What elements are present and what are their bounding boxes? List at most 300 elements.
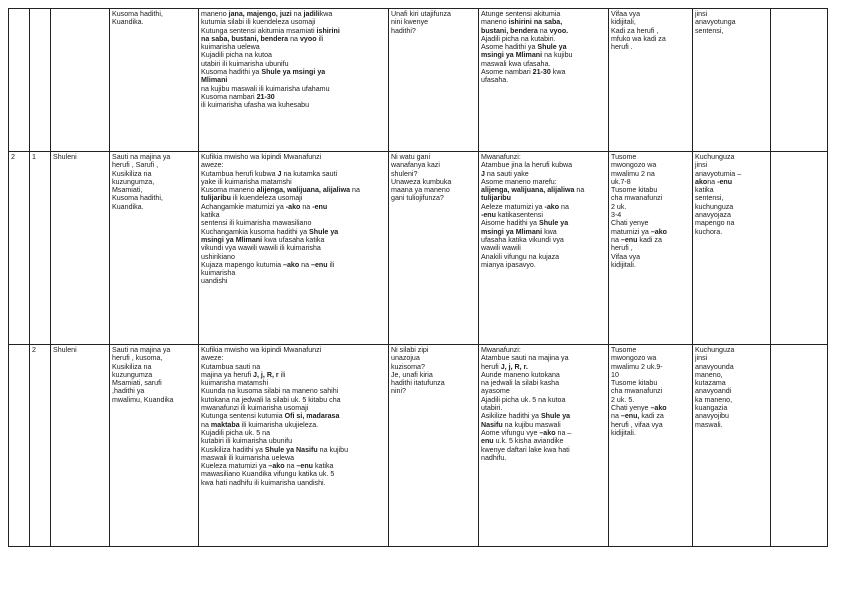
bold-term: jana, majengo, juzi	[228, 10, 292, 18]
text-line	[481, 396, 606, 404]
text-line	[481, 68, 606, 76]
bold-term: –ako	[283, 260, 300, 269]
text-line	[481, 161, 606, 169]
topic-cell	[51, 9, 110, 152]
text-run: utabiri.	[481, 404, 503, 413]
text-line	[201, 269, 386, 277]
text-line: shuleni?	[391, 169, 418, 178]
week-cell	[9, 152, 30, 345]
text-line	[481, 10, 606, 18]
text-line	[611, 429, 690, 437]
text-line	[611, 186, 690, 194]
text-run: Asome maneno marefu:	[481, 177, 557, 186]
text-line	[481, 211, 606, 219]
text-line: maana ya maneno	[391, 186, 450, 195]
text-run: kwa	[550, 68, 566, 77]
text-run: Kufikia mwisho wa kipindi Mwanafunzi	[201, 153, 322, 161]
bold-term: -enu	[481, 211, 496, 220]
text-run: ayasome	[481, 387, 510, 396]
bold-term: tulijaribu	[481, 194, 511, 203]
inquiry-question-cell	[389, 345, 479, 547]
bold-term: vyoo.	[549, 26, 569, 35]
text-run: maswali.	[695, 420, 723, 429]
text-run: anavyoandi	[695, 387, 732, 396]
inquiry-question-cell	[389, 152, 479, 345]
text-line	[201, 85, 386, 93]
text-line	[695, 228, 768, 236]
text-run: ili	[278, 370, 286, 379]
text-line	[695, 161, 768, 169]
topic-value: Shuleni	[53, 153, 77, 161]
text-line	[201, 446, 386, 454]
table-row	[9, 345, 828, 547]
text-run: katika	[201, 211, 220, 220]
text-line: herufi , kusoma,	[112, 354, 163, 363]
text-run: na	[350, 186, 360, 195]
text-run: Aeleze matumizi ya	[481, 202, 545, 211]
bold-term: alijenga, walijuana, alijaliwa	[481, 186, 575, 195]
text-run: na	[291, 10, 304, 18]
bold-term: enu	[481, 437, 494, 446]
text-line	[481, 404, 606, 412]
text-run: kidijitali.	[611, 260, 636, 269]
text-line	[201, 194, 386, 202]
text-run: Ajadili picha uk. 5 na kutoa	[481, 395, 566, 404]
text-line	[481, 261, 606, 269]
text-line	[611, 261, 690, 269]
text-line	[481, 346, 606, 354]
text-run: nadhifu.	[481, 453, 507, 462]
text-run: Atambue sauti na majina ya	[481, 354, 569, 363]
text-run: Asome nambari	[481, 68, 533, 77]
text-line	[481, 60, 606, 68]
text-run: matumizi ya	[611, 227, 651, 236]
text-run: aweze:	[201, 161, 224, 170]
text-run: utabiri ili kuimarisha ubunifu	[201, 59, 289, 68]
text-run: ili kuimarisha ufasha wa kuhesabu	[201, 101, 310, 110]
text-line: Ni watu gani	[391, 153, 431, 161]
text-run: na	[284, 462, 297, 471]
text-run: yake ili kuimarisha matamshi	[201, 177, 292, 186]
text-run: Kutunga sentensi kutumia	[201, 412, 285, 421]
topic-value: Shuleni	[53, 346, 77, 354]
text-run: mwalimu 2 uk.9-	[611, 362, 663, 371]
text-line	[611, 236, 690, 244]
text-run: Asome hadithi ya	[481, 43, 538, 52]
table-body	[9, 9, 828, 547]
text-line: Kusikiliza na	[112, 169, 152, 178]
bold-term: Shule ya Nasifu	[264, 445, 318, 454]
text-run: kwa ufasaha katika	[262, 235, 325, 244]
text-line: Unaweza kumbuka	[391, 177, 452, 186]
text-line	[481, 446, 606, 454]
bold-term: tulijaribu	[201, 194, 231, 203]
text-line	[201, 421, 386, 429]
text-run: jinsi	[695, 354, 708, 363]
text-line	[481, 454, 606, 462]
text-run: Chati yenye	[611, 219, 649, 228]
text-line	[201, 178, 386, 186]
text-line: kuzungumza,	[112, 177, 155, 186]
text-line: herufi .	[611, 43, 633, 52]
text-line: Unafi kiri utajifunza	[391, 10, 451, 18]
text-run: jinsi	[695, 161, 708, 170]
text-run: Kujadili picha uk. 5 na	[201, 428, 271, 437]
text-run: na –	[555, 428, 572, 437]
week-value: 2	[11, 153, 15, 161]
text-line: wanafanya kazi	[391, 161, 440, 170]
text-run: Kujaza mapengo kutumia	[201, 260, 284, 269]
text-run: kadi za	[639, 412, 664, 421]
text-line	[695, 354, 768, 362]
bold-term: maktaba	[210, 420, 240, 429]
text-line	[481, 186, 606, 194]
text-line	[201, 76, 386, 84]
subtopic-cell	[110, 152, 199, 345]
text-run: mwongozo wa	[611, 354, 657, 363]
bold-term: ishirini na saba,	[508, 18, 563, 27]
text-line: Kuandika.	[112, 202, 144, 211]
text-line	[695, 153, 768, 161]
text-line	[695, 396, 768, 404]
bold-term: Shule ya msingi ya	[261, 68, 326, 77]
text-run: kwa	[319, 10, 333, 18]
text-line	[201, 454, 386, 462]
text-run: herufi	[481, 362, 501, 371]
remarks-cell	[771, 345, 828, 547]
bold-term: J	[481, 169, 485, 178]
text-line: Sauti na majina ya	[112, 153, 171, 161]
scheme-of-work-table	[8, 8, 828, 547]
text-line	[481, 363, 606, 371]
text-line	[695, 421, 768, 429]
text-run: na	[300, 202, 313, 211]
text-line	[481, 18, 606, 26]
text-line	[481, 429, 606, 437]
text-line	[611, 178, 690, 186]
table-row	[9, 9, 828, 152]
text-line	[201, 437, 386, 445]
text-line: Kusoma hadithi,	[112, 194, 163, 203]
assessment-cell	[693, 345, 771, 547]
bold-term: 21-30	[256, 92, 275, 101]
text-run: vikundi vya wawili wawili ili kuimarisha	[201, 244, 321, 253]
text-run: maneno	[481, 18, 509, 27]
resources-cell	[609, 9, 693, 152]
text-run: kutabiri ili kuimarisha ubunifu	[201, 437, 293, 446]
text-run: Kuunda na kusoma silabi na maneno sahihi	[201, 387, 339, 396]
text-run: Kujadili picha na kutoa	[201, 51, 272, 60]
text-line	[695, 186, 768, 194]
text-line	[201, 27, 386, 35]
text-line: Je, unafi kiria	[391, 370, 433, 379]
text-line	[695, 194, 768, 202]
text-line: jinsi	[695, 10, 708, 18]
text-run: mwongozo wa	[611, 161, 657, 170]
text-run: ili	[327, 260, 335, 269]
text-line	[201, 244, 386, 252]
text-line	[481, 178, 606, 186]
text-run: na	[559, 202, 569, 211]
text-run: Kusoma hadithi ya	[201, 68, 262, 77]
text-line	[611, 363, 690, 371]
text-line	[201, 18, 386, 26]
text-run: sentensi ili kuimarisha mawasiliano	[201, 219, 312, 228]
week-cell	[9, 345, 30, 547]
text-line	[611, 421, 690, 429]
text-run: Tusome	[611, 346, 637, 354]
text-run: kuimarisha	[201, 269, 236, 278]
bold-term: -enu	[717, 177, 733, 186]
bold-term: alijenga, walijuana, alijaliwa	[256, 186, 351, 195]
text-line	[695, 379, 768, 387]
text-run: katika	[695, 186, 714, 195]
activities-cell	[479, 9, 609, 152]
text-run: na	[288, 34, 300, 43]
text-run: ili kuendeleza usomaji	[230, 194, 303, 203]
period-cell	[30, 9, 51, 152]
bold-term: -enu	[312, 202, 328, 211]
text-run: anavyotumia –	[695, 169, 742, 178]
text-run: Asikilize hadithi ya	[481, 412, 541, 421]
text-line	[611, 354, 690, 362]
text-line	[695, 170, 768, 178]
text-run: Vifaa vya	[611, 252, 641, 261]
text-line	[611, 194, 690, 202]
text-run: 2 uk. 5.	[611, 395, 635, 404]
period-value: 2	[32, 346, 36, 354]
text-line	[611, 161, 690, 169]
text-run: ili kuimarisha ukujieleza.	[239, 420, 319, 429]
objectives-cell	[199, 9, 389, 152]
text-line	[201, 93, 386, 101]
text-line	[611, 346, 690, 354]
text-run: sentensi,	[695, 194, 724, 203]
text-run: na	[611, 412, 621, 421]
text-line	[481, 51, 606, 59]
text-line	[201, 228, 386, 236]
text-run: kutokana na jedwali la silabi uk. 5 kitabu cha	[201, 395, 341, 404]
text-line	[481, 35, 606, 43]
week-cell	[9, 9, 30, 152]
text-line	[695, 346, 768, 354]
bold-term: –ako	[650, 404, 667, 413]
text-line	[481, 354, 606, 362]
text-line	[481, 421, 606, 429]
text-line	[201, 387, 386, 395]
text-line	[201, 236, 386, 244]
topic-cell	[51, 152, 110, 345]
text-line	[611, 371, 690, 379]
text-run: Mwanafunzi:	[481, 153, 521, 161]
text-run: kuimarisha matamshi	[201, 379, 269, 388]
text-line: gani tuliojifunza?	[391, 194, 444, 203]
bold-term: -ako	[285, 202, 301, 211]
text-line	[695, 219, 768, 227]
text-run: maswali kwa ufasaha.	[481, 59, 551, 68]
period-value: 1	[32, 153, 36, 161]
text-run: Kuchangamkia kusoma hadithi ya	[201, 227, 310, 236]
text-run: na kutamka sauti	[281, 169, 338, 178]
text-line	[695, 211, 768, 219]
text-line	[611, 219, 690, 227]
text-line	[611, 404, 690, 412]
text-line: kuzisoma?	[391, 362, 425, 371]
text-line	[201, 462, 386, 470]
text-run: Kusoma maneno	[201, 186, 257, 195]
text-run: cha mwanafunzi	[611, 387, 663, 396]
text-line: mfuko wa kadi za	[611, 34, 666, 43]
bold-term: Shule ya	[309, 227, 339, 236]
text-line	[481, 379, 606, 387]
text-line	[201, 470, 386, 478]
text-line	[481, 244, 606, 252]
text-run: Kutambua herufi kubwa	[201, 169, 278, 178]
objectives-cell	[199, 152, 389, 345]
bold-term: J, j, R, r.	[500, 362, 528, 371]
text-line	[481, 387, 606, 395]
bold-term: –ako	[539, 428, 556, 437]
text-line: nini kwenye	[391, 18, 429, 27]
text-line	[201, 379, 386, 387]
text-run: na	[537, 26, 550, 35]
text-run: kidijitali.	[611, 428, 636, 437]
text-line	[481, 153, 606, 161]
text-line	[481, 27, 606, 35]
text-line	[201, 211, 386, 219]
bold-term: jadili	[303, 10, 320, 18]
bold-term: msingi ya Mlimani	[481, 51, 543, 60]
text-run: Ajadili picha na kutabiri.	[481, 34, 556, 43]
bold-term: na saba, bustani, bendera	[201, 34, 289, 43]
text-line: nini?	[391, 387, 406, 396]
bold-term: bustani, bendera	[481, 26, 538, 35]
text-line	[201, 10, 386, 18]
bold-term: Shule ya	[537, 43, 567, 52]
text-line	[695, 404, 768, 412]
text-line	[201, 219, 386, 227]
text-run: mawasiliano Kuandika vifungu katika uk. 5	[201, 470, 335, 479]
text-line: ,hadithi ya	[112, 387, 145, 396]
text-run: mwanafunzi ili kuimarisha usomaji	[201, 404, 309, 413]
text-run: na	[707, 177, 718, 186]
bold-term: –ako	[650, 227, 667, 236]
bold-term: –ako	[268, 462, 285, 471]
text-run: Aunde maneno kutokana	[481, 370, 560, 379]
text-run: herufi , vifaa vya	[611, 420, 663, 429]
text-run: kadi za	[637, 235, 662, 244]
text-line	[611, 203, 690, 211]
text-line: sentensi,	[695, 26, 724, 35]
text-line	[481, 236, 606, 244]
text-run: Tusome kitabu	[611, 186, 658, 195]
text-line	[201, 170, 386, 178]
text-run: kwa	[542, 227, 557, 236]
text-line	[695, 178, 768, 186]
text-line	[201, 261, 386, 269]
remarks-cell	[771, 9, 828, 152]
text-line	[695, 203, 768, 211]
text-run: na kujibu maswali ili kuimarisha ufahamu	[201, 84, 330, 93]
text-run: Aisome hadithi ya	[481, 219, 539, 228]
text-line	[201, 35, 386, 43]
text-line	[201, 51, 386, 59]
text-line	[201, 153, 386, 161]
text-line	[201, 479, 386, 487]
period-cell	[30, 152, 51, 345]
text-line	[201, 346, 386, 354]
bold-term: Shule ya	[540, 412, 571, 421]
text-run: Kutambua sauti na	[201, 362, 261, 371]
text-line	[201, 371, 386, 379]
text-line: Msamiati,	[112, 186, 143, 195]
text-run: Kusikiliza hadithi ya	[201, 445, 265, 454]
text-run: Kuchunguza	[695, 346, 735, 354]
bold-term: –enu	[296, 462, 313, 471]
text-run: na jedwali la silabi kasha	[481, 379, 560, 388]
text-run: Mwanafunzi:	[481, 346, 521, 354]
text-run: Atambue jina la herufi kubwa	[481, 161, 573, 170]
text-line	[481, 371, 606, 379]
text-line	[201, 363, 386, 371]
text-line: mwalimu, Kuandika	[112, 395, 174, 404]
text-run: na	[201, 420, 211, 429]
text-line	[481, 170, 606, 178]
text-run: Kusoma nambari	[201, 92, 257, 101]
text-run: Tusome kitabu	[611, 379, 658, 388]
text-run: na	[611, 235, 621, 244]
text-run: kwa hati nadhifu ili kuimarisha uandishi.	[201, 478, 326, 487]
text-run: Anakili vifungu na kujaza	[481, 252, 560, 261]
text-run: anavyounda	[695, 362, 734, 371]
text-line	[201, 161, 386, 169]
text-run: ushirikiano	[201, 252, 235, 261]
text-run: Kutunga sentensi akitumia msamiati	[201, 26, 317, 35]
text-line	[611, 244, 690, 252]
text-run: anavyojibu	[695, 412, 729, 421]
text-run: majina ya herufi	[201, 370, 254, 379]
text-run: 10	[611, 370, 619, 379]
bold-term: vyoo	[299, 34, 317, 43]
bold-term: J	[277, 169, 282, 178]
bold-term: Mlimani	[201, 76, 228, 85]
text-run: ufasaha.	[481, 76, 509, 85]
subtopic-cell	[110, 345, 199, 547]
text-line: Msamiati, sarufi	[112, 379, 162, 388]
text-run: na sauti yake	[484, 169, 529, 178]
text-run: kuchora.	[695, 227, 723, 236]
text-run: kuchunguza	[695, 202, 734, 211]
text-line: kidijitali,	[611, 18, 636, 27]
text-line	[481, 203, 606, 211]
text-run: mwalimu 2 na	[611, 169, 655, 178]
text-run: 3-4	[611, 211, 622, 220]
text-run: uandishi	[201, 277, 228, 286]
text-line: unazojua	[391, 354, 420, 363]
text-run: katikasentensi	[495, 211, 543, 220]
resources-cell	[609, 152, 693, 345]
text-run: Kueleza matumizi ya	[201, 462, 269, 471]
text-run: aweze:	[201, 354, 224, 363]
text-line	[611, 170, 690, 178]
text-run: kwenye daftari lake kwa hati	[481, 445, 570, 454]
text-run: uk.7-8	[611, 177, 631, 186]
bold-term: –enu,	[620, 412, 640, 421]
bold-term: –enu	[620, 235, 638, 244]
bold-term: Nasifu	[481, 420, 503, 429]
text-line	[611, 412, 690, 420]
text-run: maswali ili kuimarisha uelewa	[201, 453, 295, 462]
